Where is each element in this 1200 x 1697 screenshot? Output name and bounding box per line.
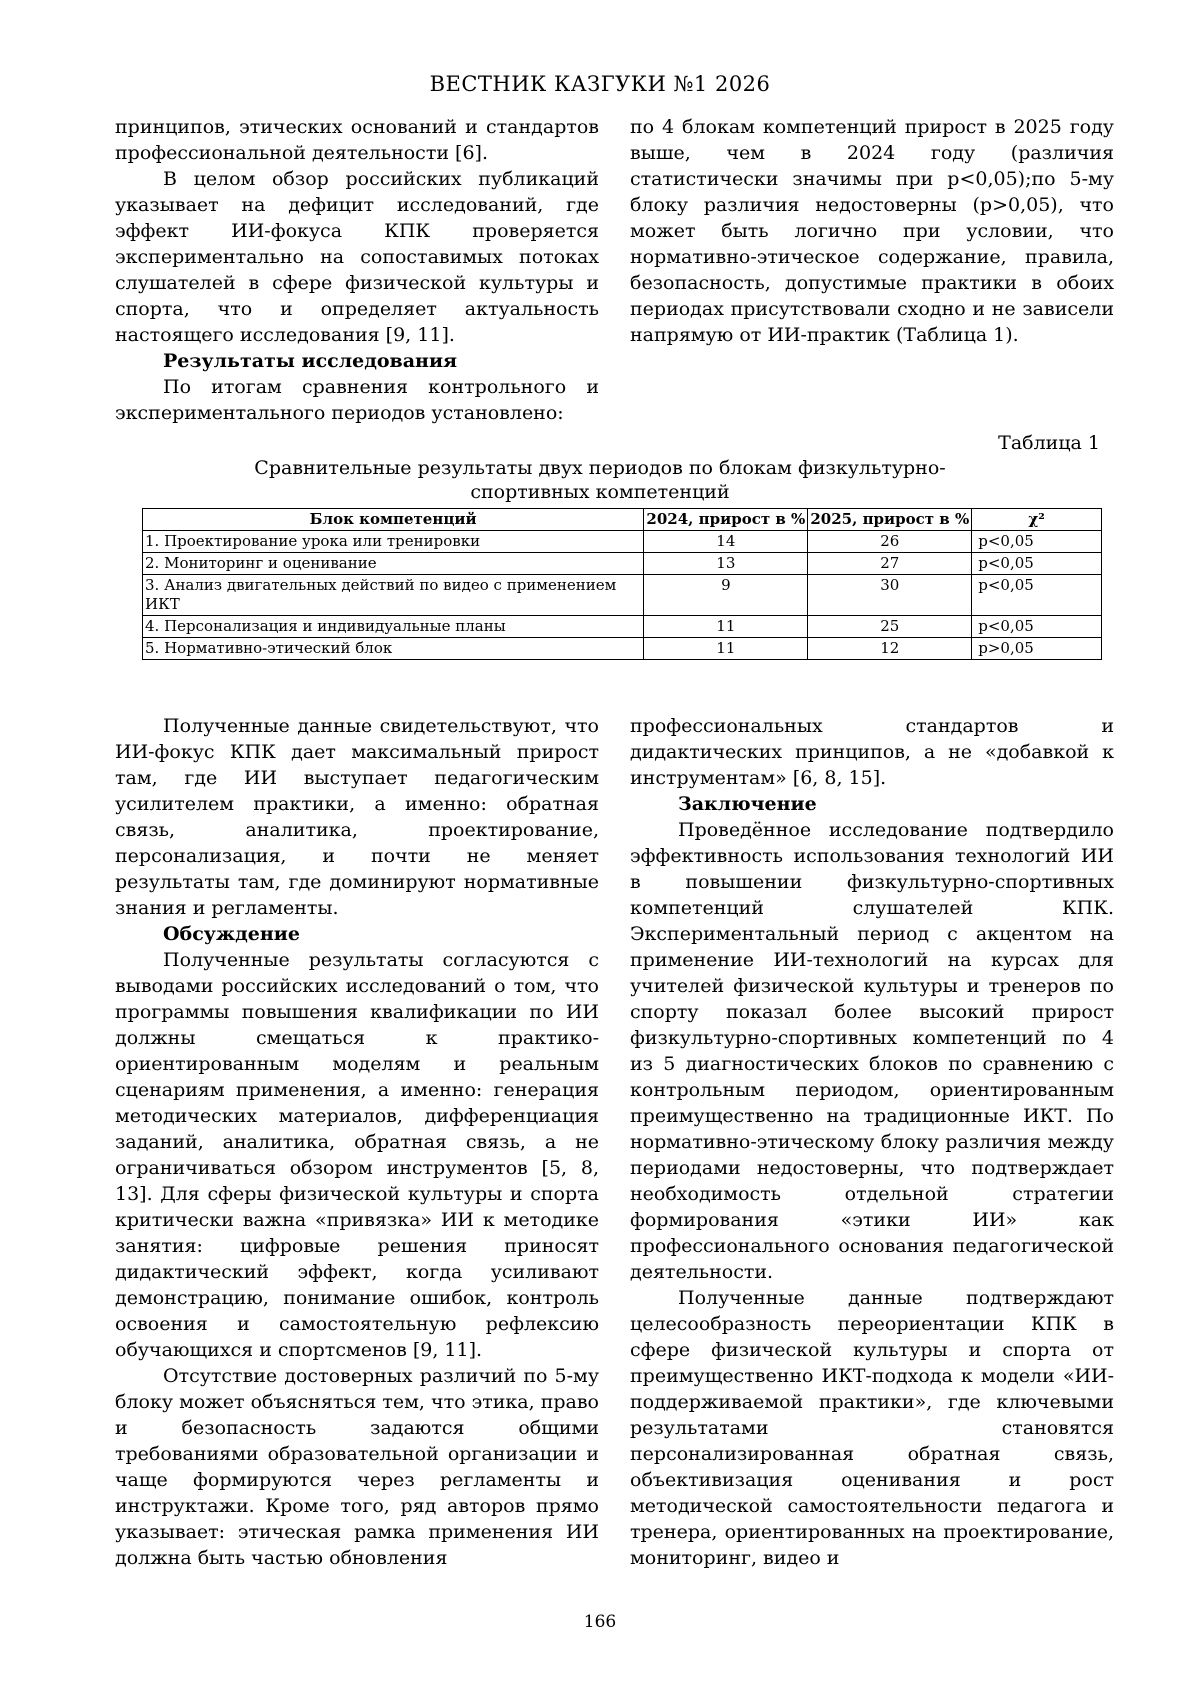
- cell-2024: 11: [644, 638, 808, 660]
- column-right-bottom: [630, 713, 1114, 1571]
- cell-chi: p<0,05: [972, 553, 1102, 575]
- table-header-row: [143, 509, 1102, 531]
- cell-2025: 26: [808, 531, 972, 553]
- paragraph: Проведённое исследование подтвердило эффективность использования технологий ИИ в повышении физкультурно-спортивных компетенций слушателей КПК. Экспериментальный период с акцентом на применение ИИ-технологий на курсах для учителей физической культуры и тренеров по спорту показал более высокий прирост физкультурно-спортивных компетенций по 4 из 5 диагностических блоков по сравнению с контрольным периодом, ориентированным преимущественно на традиционные ИКТ. По нормативно-этическому блоку различия между периодами недостоверны, что подтверждает необходимость отдельной стратегии формирования «этики ИИ» как профессионального основания педагогической деятельности.: [630, 819, 1114, 1283]
- column-left-top: [115, 114, 599, 426]
- cell-2024: 9: [644, 575, 808, 616]
- column-left-bottom: [115, 713, 599, 1571]
- cell-2024: 13: [644, 553, 808, 575]
- table-row: [143, 575, 1102, 616]
- cell-block: 1. Проектирование урока или тренировки: [143, 531, 644, 553]
- cell-chi: p>0,05: [972, 638, 1102, 660]
- journal-header: ВЕСТНИК КАЗГУКИ №1 2026: [429, 72, 771, 96]
- cell-chi: p<0,05: [972, 531, 1102, 553]
- cell-chi: p<0,05: [972, 575, 1102, 616]
- cell-2024: 11: [644, 616, 808, 638]
- cell-chi: p<0,05: [972, 616, 1102, 638]
- column-header-2025: 2025, прирост в %: [808, 509, 972, 531]
- paragraph: принципов, этических оснований и стандартов профессиональной деятельности [6].: [115, 116, 599, 164]
- cell-block: 2. Мониторинг и оценивание: [143, 553, 644, 575]
- cell-block: 4. Персонализация и индивидуальные планы: [143, 616, 644, 638]
- cell-2025: 30: [808, 575, 972, 616]
- table-row: [143, 553, 1102, 575]
- column-header-block: Блок компетенций: [143, 509, 644, 531]
- cell-2024: 14: [644, 531, 808, 553]
- cell-2025: 27: [808, 553, 972, 575]
- cell-2025: 12: [808, 638, 972, 660]
- section-heading-conclusion: Заключение: [678, 793, 817, 815]
- table-label: Таблица 1: [998, 432, 1100, 454]
- table-row: [143, 531, 1102, 553]
- paragraph: Полученные результаты согласуются с выводами российских исследований о том, что программы повышения квалификации по ИИ должны смещаться к практико-ориентированным моделям и реальным сценариям применения, а именно: генерация методических материалов, дифференциация заданий, аналитика, обратная связь, а не ограничиваться обзором инструментов [5, 8, 13]. Для сферы физической культуры и спорта критически важна «привязка» ИИ к методике занятия: цифровые решения приносят дидактический эффект, когда усиливают демонстрацию, понимание ошибок, контроль освоения и самостоятельную рефлексию обучающихся и спортсменов [9, 11].: [115, 949, 599, 1361]
- column-right-top: [630, 114, 1114, 348]
- cell-2025: 25: [808, 616, 972, 638]
- paragraph: Полученные данные свидетельствуют, что ИИ-фокус КПК дает максимальный прирост там, где ИИ выступает педагогическим усилителем практики, а именно: обратная связь, аналитика, проектирование, персонализация, и почти не меняет результаты там, где доминируют нормативные знания и регламенты.: [115, 715, 599, 919]
- table-row: [143, 638, 1102, 660]
- paragraph: В целом обзор российских публикаций указывает на дефицит исследований, где эффект ИИ-фокуса КПК проверяется экспериментально на сопоставимых потоках слушателей в сфере физической культуры и спорта, что и определяет актуальность настоящего исследования [9, 11].: [115, 168, 599, 346]
- page-number: 166: [583, 1612, 617, 1632]
- paragraph: по 4 блокам компетенций прирост в 2025 году выше, чем в 2024 году (различия статистически значимы при p<0,05);по 5-му блоку различия недостоверны (p>0,05), что может быть логично при условии, что нормативно-этическое содержание, правила, безопасность, допустимые практики в обоих периодах присутствовали сходно и не зависели напрямую от ИИ-практик (Таблица 1).: [630, 116, 1114, 346]
- paragraph: профессиональных стандартов и дидактических принципов, а не «добавкой к инструментам» [6, 8, 15].: [630, 715, 1114, 789]
- paragraph: Полученные данные подтверждают целесообразность переориентации КПК в сфере физической культуры и спорта от преимущественно ИКТ-подхода к модели «ИИ-поддерживаемой практики», где ключевыми результатами становятся персонализированная обратная связь, объективизация оценивания и рост методической самостоятельности педагога и тренера, ориентированных на проектирование, мониторинг, видео и: [630, 1287, 1114, 1569]
- table-row: [143, 616, 1102, 638]
- cell-block: 3. Анализ двигательных действий по видео с применением ИКТ: [143, 575, 644, 616]
- column-header-2024: 2024, прирост в %: [644, 509, 808, 531]
- paragraph: По итогам сравнения контрольного и экспериментального периодов установлено:: [115, 376, 599, 424]
- section-heading-discussion: Обсуждение: [163, 923, 300, 945]
- cell-block: 5. Нормативно-этический блок: [143, 638, 644, 660]
- table-title: Сравнительные результаты двух периодов по блокам физкультурно-спортивных компетенций: [254, 457, 946, 503]
- paragraph: Отсутствие достоверных различий по 5-му блоку может объясняться тем, что этика, право и безопасность задаются общими требованиями образовательной организации и чаще формируются через регламенты и инструктажи. Кроме того, ряд авторов прямо указывает: этическая рамка применения ИИ должна быть частью обновления: [115, 1365, 599, 1569]
- results-table: [142, 508, 1102, 660]
- column-header-chi-square: χ²: [972, 509, 1102, 531]
- section-heading-results: Результаты исследования: [163, 350, 458, 372]
